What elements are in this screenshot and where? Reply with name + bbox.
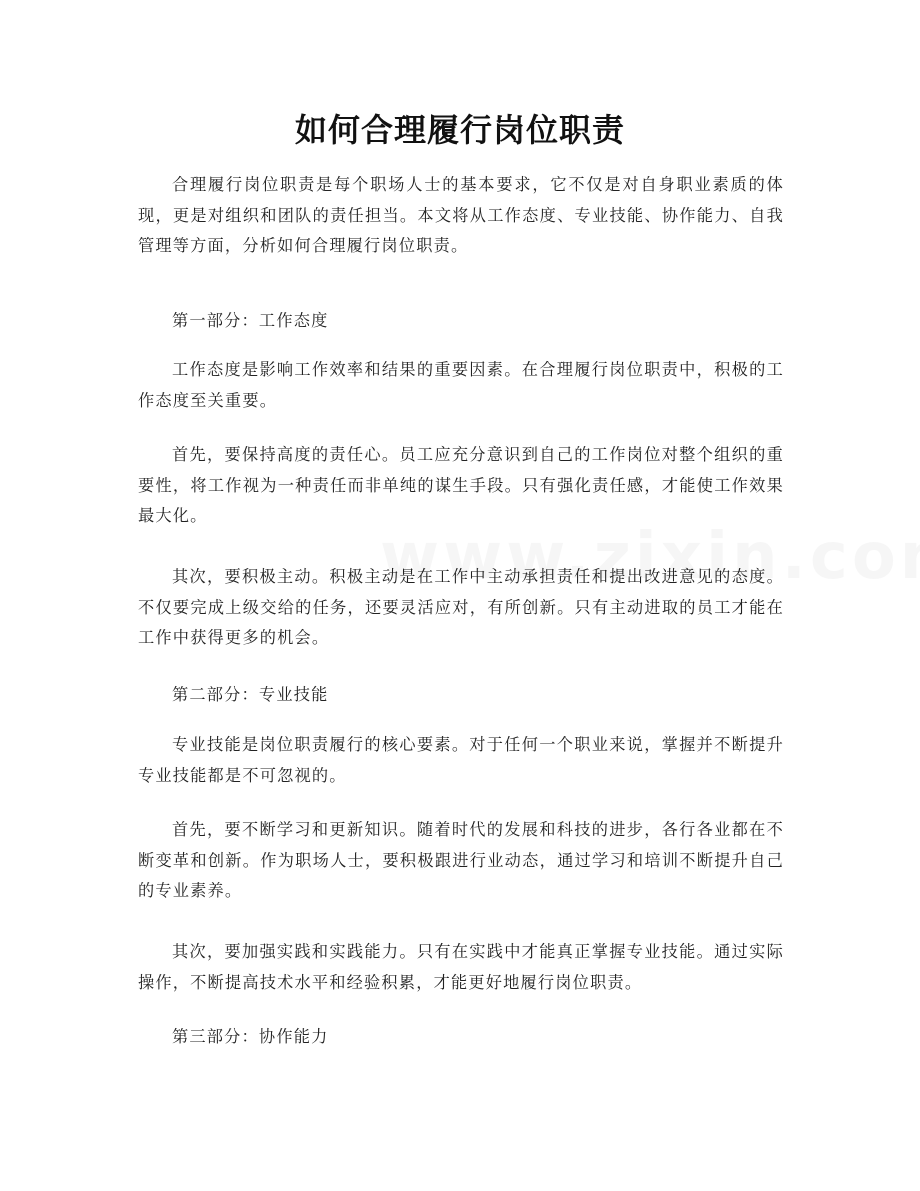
document-title: 如何合理履行岗位职责	[294, 111, 625, 149]
paragraph: 首先，要保持高度的责任心。员工应充分意识到自己的工作岗位对整个组织的重要性，将工作视为一种责任而非单纯的谋生手段。只有强化责任感，才能使工作效果最大化。	[138, 445, 784, 525]
paragraph: 工作态度是影响工作效率和结果的重要因素。在合理履行岗位职责中，积极的工作态度至关重要。	[138, 360, 784, 410]
paragraph: 专业技能是岗位职责履行的核心要素。对于任何一个职业来说，掌握并不断提升专业技能都是不可忽视的。	[138, 735, 784, 785]
section-heading-1: 第一部分：工作态度	[172, 311, 329, 330]
section-heading-3: 第三部分：协作能力	[172, 1027, 329, 1046]
paragraph: 首先，要不断学习和更新知识。随着时代的发展和科技的进步，各行各业都在不断变革和创新。作为职场人士，要积极跟进行业动态，通过学习和培训不断提升自己的专业素养。	[138, 820, 784, 900]
paragraph: 其次，要积极主动。积极主动是在工作中主动承担责任和提出改进意见的态度。不仅要完成上级交给的任务，还要灵活应对，有所创新。只有主动进取的员工才能在工作中获得更多的机会。	[138, 567, 784, 647]
paragraph: 其次，要加强实践和实践能力。只有在实践中才能真正掌握专业技能。通过实际操作，不断提高技术水平和经验积累，才能更好地履行岗位职责。	[138, 942, 784, 992]
intro-paragraph: 合理履行岗位职责是每个职场人士的基本要求，它不仅是对自身职业素质的体现，更是对组织和团队的责任担当。本文将从工作态度、专业技能、协作能力、自我管理等方面，分析如何合理履行岗位职责。	[138, 175, 784, 255]
section-heading-2: 第二部分：专业技能	[172, 685, 329, 704]
